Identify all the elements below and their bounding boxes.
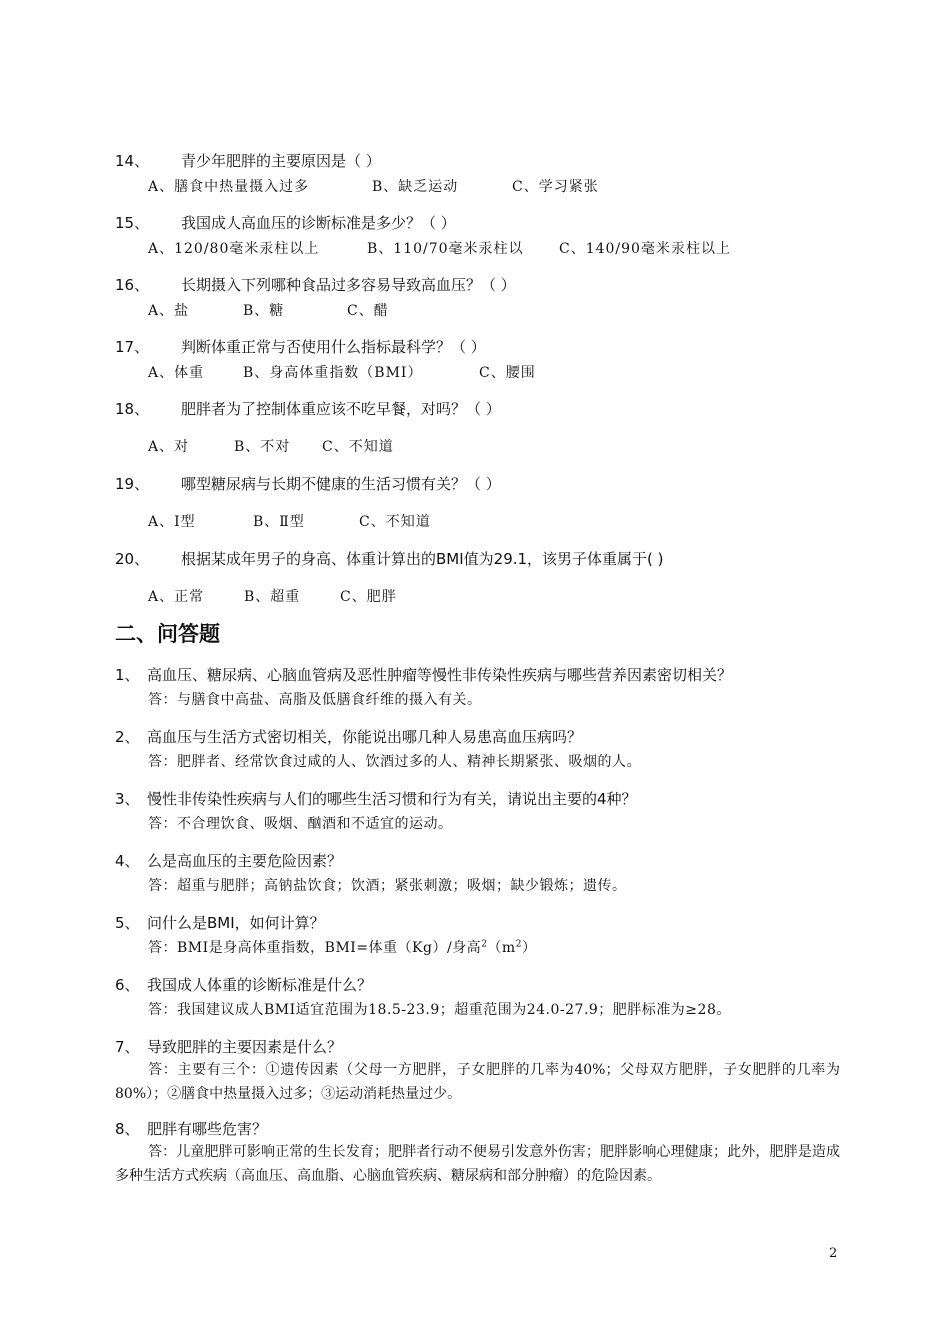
- option-a: A、Ⅰ型: [148, 514, 196, 530]
- options-row: [148, 436, 394, 456]
- question-number: 16、: [115, 276, 150, 294]
- question-text: 哪型糖尿病与长期不健康的生活习惯有关？（ ）: [181, 475, 501, 493]
- option-a: A、120/80毫米汞柱以上: [148, 241, 320, 257]
- option-b: B、110/70毫米汞柱以: [367, 241, 524, 257]
- qa-question-text: 么是高血压的主要危险因素？: [147, 852, 343, 870]
- section-title: 二、问答题: [115, 622, 220, 646]
- question-number: 17、: [115, 338, 150, 356]
- question-text: 青少年肥胖的主要原因是（ ）: [181, 152, 381, 170]
- options-row: [148, 238, 731, 258]
- qa-answer: 答：超重与肥胖；高钠盐饮食；饮酒；紧张刺激；吸烟；缺少锻炼；遗传。: [148, 878, 627, 894]
- qa-number: 2、: [115, 728, 140, 746]
- question-text: 长期摄入下列哪种食品过多容易导致高血压？（ ）: [181, 276, 516, 294]
- option-c: C、腰围: [479, 365, 536, 381]
- question-text: 肥胖者为了控制体重应该不吃早餐，对吗？（ ）: [181, 400, 501, 418]
- option-b: B、身高体重指数（BMI）: [243, 365, 423, 381]
- qa-question: [115, 788, 637, 809]
- qa-number: 1、: [115, 666, 140, 684]
- qa-question-text: 导致肥胖的主要因素是什么？: [147, 1038, 343, 1056]
- option-c: C、140/90毫米汞柱以上: [559, 241, 731, 257]
- option-a: A、膳食中热量摄入过多: [148, 179, 310, 195]
- question-number: 15、: [115, 214, 150, 232]
- qa-question-text: 我国成人体重的诊断标准是什么？: [147, 976, 373, 994]
- qa-answer: 答：主要有三个：①遗传因素（父母一方肥胖，子女肥胖的几率为40%；父母双方肥胖，子女肥胖的几率为80%）；②膳食中热量摄入过多；③运动消耗热量过少。: [115, 1062, 840, 1102]
- qa-question-text: 慢性非传染性疾病与人们的哪些生活习惯和行为有关，请说出主要的4种？: [147, 790, 637, 808]
- qa-answer: 答：我国建议成人BMI适宜范围为18.5-23.9；超重范围为24.0-27.9；肥胖标准为≥28。: [148, 1002, 731, 1018]
- qa-number: 5、: [115, 914, 140, 932]
- qa-question: [115, 974, 372, 995]
- option-c: C、醋: [347, 303, 389, 319]
- option-b: B、不对: [234, 439, 291, 455]
- answer-text: （m: [487, 940, 516, 956]
- option-b: B、糖: [243, 303, 285, 319]
- question-stem: [115, 212, 456, 233]
- qa-question-text: 肥胖有哪些危害？: [147, 1120, 268, 1138]
- qa-question: [115, 850, 342, 871]
- option-a: A、正常: [148, 589, 205, 605]
- options-row: [148, 362, 536, 382]
- qa-answer: [148, 937, 536, 957]
- answer-text: ）: [521, 940, 537, 956]
- option-a: A、体重: [148, 365, 205, 381]
- qa-question-text: 问什么是BMI，如何计算？: [147, 914, 325, 932]
- qa-question: [115, 664, 732, 685]
- option-c: C、不知道: [322, 439, 394, 455]
- superscript: 2: [481, 939, 488, 950]
- question-stem: [115, 150, 381, 171]
- superscript: 2: [515, 939, 522, 950]
- options-row: [148, 586, 397, 606]
- question-text: 我国成人高血压的诊断标准是多少？（ ）: [181, 214, 456, 232]
- qa-answer: 答：儿童肥胖可影响正常的生长发育；肥胖者行动不便易引发意外伤害；肥胖影响心理健康；此外，肥胖是造成多种生活方式疾病（高血压、高血脂、心脑血管疾病、糖尿病和部分肿瘤）的危险因素。: [115, 1144, 840, 1184]
- qa-question-text: 高血压、糖尿病、心脑血管病及恶性肿瘤等慢性非传染性疾病与哪些营养因素密切相关？: [147, 666, 733, 684]
- question-number: 18、: [115, 400, 150, 418]
- option-a: A、盐: [148, 303, 190, 319]
- qa-answer: 答：不合理饮食、吸烟、酗酒和不适宜的运动。: [148, 816, 453, 832]
- options-row: [148, 176, 599, 196]
- question-stem: [115, 473, 501, 494]
- options-row: [148, 300, 389, 320]
- question-text: 判断体重正常与否使用什么指标最科学？（ ）: [181, 338, 486, 356]
- qa-question: [115, 726, 582, 747]
- qa-number: 4、: [115, 852, 140, 870]
- option-c: C、学习紧张: [512, 179, 599, 195]
- qa-question-text: 高血压与生活方式密切相关，你能说出哪几种人易患高血压病吗？: [147, 728, 583, 746]
- question-stem: [115, 398, 501, 419]
- question-text: 根据某成年男子的身高、体重计算出的BMI值为29.1，该男子体重属于( ): [181, 550, 664, 568]
- options-row: [148, 511, 431, 531]
- option-c: C、肥胖: [340, 589, 397, 605]
- answer-text: 答：BMI是身高体重指数，BMI=体重（Kg）/身高: [148, 940, 482, 956]
- question-number: 19、: [115, 475, 150, 493]
- question-stem: [115, 274, 516, 295]
- qa-answer: 答：肥胖者、经常饮食过咸的人、饮酒过多的人、精神长期紧张、吸烟的人。: [148, 754, 641, 770]
- question-number: 20、: [115, 550, 150, 568]
- question-stem: [115, 548, 664, 569]
- option-c: C、不知道: [359, 514, 431, 530]
- qa-number: 8、: [115, 1120, 140, 1138]
- question-stem: [115, 336, 486, 357]
- option-b: B、缺乏运动: [372, 179, 459, 195]
- qa-number: 3、: [115, 790, 140, 808]
- qa-question: [115, 912, 325, 933]
- qa-question: [115, 1118, 267, 1139]
- qa-question: [115, 1036, 342, 1057]
- page-number: 2: [829, 1246, 838, 1261]
- qa-number: 6、: [115, 976, 140, 994]
- option-b: B、超重: [244, 589, 301, 605]
- qa-number: 7、: [115, 1038, 140, 1056]
- option-a: A、对: [148, 439, 190, 455]
- qa-answer: 答：与膳食中高盐、高脂及低膳食纤维的摄入有关。: [148, 692, 482, 708]
- question-number: 14、: [115, 152, 150, 170]
- option-b: B、Ⅱ型: [253, 514, 305, 530]
